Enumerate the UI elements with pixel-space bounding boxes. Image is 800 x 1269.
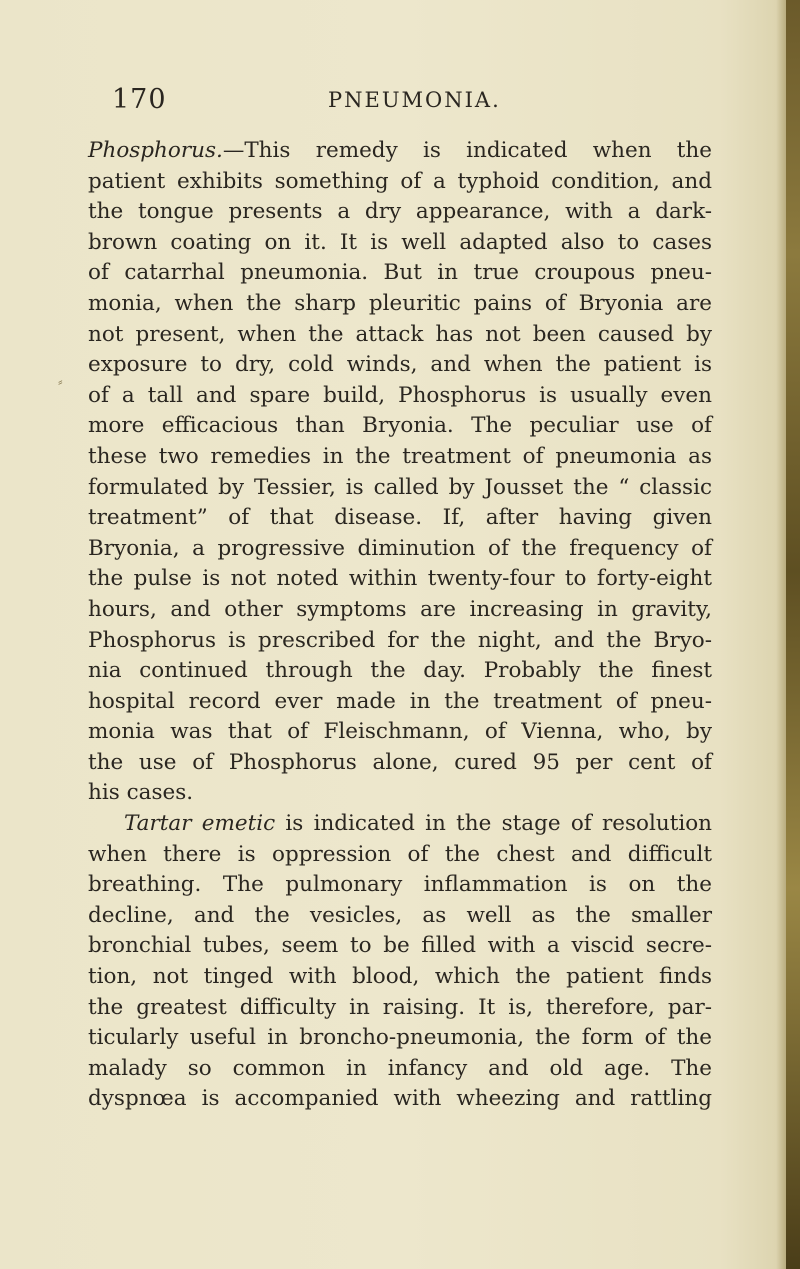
text-line [88, 167, 712, 198]
line-text: patient exhibits something of a typhoid condition, and [88, 168, 712, 194]
text-line [88, 993, 712, 1024]
binding-shadow [776, 0, 786, 1269]
line-text: more efficacious than Bryonia. The peculiar use of [88, 413, 712, 439]
line-text: —This remedy is indicated when the [222, 138, 712, 163]
line-text: treatment” of that disease. If, after having given [88, 505, 712, 531]
line-text: of catarrhal pneumonia. But in true croupous pneu- [88, 260, 712, 286]
text-line [88, 228, 712, 259]
text-line [88, 289, 712, 320]
line-text: Phosphorus is prescribed for the night, and the Bryo- [88, 627, 712, 653]
text-line [88, 778, 712, 809]
text-line [88, 626, 712, 657]
text-line [88, 809, 712, 840]
line-text: the use of Phosphorus alone, cured 95 per cent of [88, 749, 712, 775]
line-text: exposure to dry, cold winds, and when the patient is [88, 352, 712, 378]
text-line [88, 656, 712, 687]
text-line [88, 687, 712, 718]
remedy-name: Phosphorus. [88, 138, 223, 163]
text-line [88, 962, 712, 993]
margin-mark: ⸗ [58, 374, 63, 390]
text-line [88, 381, 712, 412]
text-line [88, 258, 712, 289]
line-text: of a tall and spare build, Phosphorus is usually even [88, 382, 712, 408]
text-line [88, 197, 712, 228]
remedy-name: Tartar emetic [124, 811, 276, 837]
text-line [88, 717, 712, 748]
text-line [88, 901, 712, 932]
line-text: not present, when the attack has not been caused by [88, 321, 712, 347]
line-text: bronchial tubes, seem to be filled with a viscid secre- [88, 933, 712, 959]
text-line [88, 595, 712, 626]
body-text [88, 136, 712, 1115]
line-text: dyspnœa is accompanied with wheezing and rattling [88, 1086, 712, 1112]
line-text: formulated by Tessier, is called by Jousset the “ classic [88, 474, 712, 500]
page-edge [786, 0, 800, 1269]
line-text: the greatest difficulty in raising. It is, therefore, par- [88, 994, 712, 1020]
text-line [88, 931, 712, 962]
line-text: malady so common in infancy and old age. The [88, 1055, 712, 1081]
text-line [88, 411, 712, 442]
line-text: tion, not tinged with blood, which the patient finds [88, 964, 712, 990]
line-text: is indicated in the stage of resolution [275, 811, 713, 837]
text-line [88, 473, 712, 504]
page-header [112, 84, 712, 120]
text-line [88, 748, 712, 779]
page-number: 170 [112, 84, 167, 115]
line-text: when there is oppression of the chest and difficult [88, 841, 712, 867]
text-line [88, 503, 712, 534]
line-text: his cases. [88, 780, 194, 806]
line-text: monia was that of Fleischmann, of Vienna, who, by [88, 719, 712, 745]
text-line [88, 136, 712, 167]
line-text: ticularly useful in broncho-pneumonia, the form of the [88, 1025, 712, 1051]
line-text: breathing. The pulmonary inflammation is on the [88, 872, 712, 898]
line-text: monia, when the sharp pleuritic pains of Bryonia are [88, 290, 712, 316]
text-line [88, 840, 712, 871]
line-text: hospital record ever made in the treatment of pneu- [88, 688, 712, 714]
running-head: PNEUMONIA. [328, 88, 501, 112]
text-line [88, 870, 712, 901]
text-line [88, 534, 712, 565]
line-text: nia continued through the day. Probably the finest [88, 658, 712, 684]
text-line [88, 442, 712, 473]
line-text: brown coating on it. It is well adapted also to cases [88, 229, 712, 255]
line-text: Bryonia, a progressive diminution of the frequency of [88, 535, 712, 561]
line-text: the pulse is not noted within twenty-four to forty-eight [88, 566, 712, 592]
text-line [88, 1023, 712, 1054]
text-line [88, 350, 712, 381]
text-line [88, 1084, 712, 1115]
line-text: decline, and the vesicles, as well as the smaller [88, 902, 712, 928]
text-line [88, 320, 712, 351]
text-line [88, 1054, 712, 1085]
text-line [88, 564, 712, 595]
line-text: hours, and other symptoms are increasing in gravity, [88, 596, 712, 622]
line-text: these two remedies in the treatment of pneumonia as [88, 443, 712, 469]
line-text: the tongue presents a dry appearance, with a dark- [88, 199, 712, 225]
